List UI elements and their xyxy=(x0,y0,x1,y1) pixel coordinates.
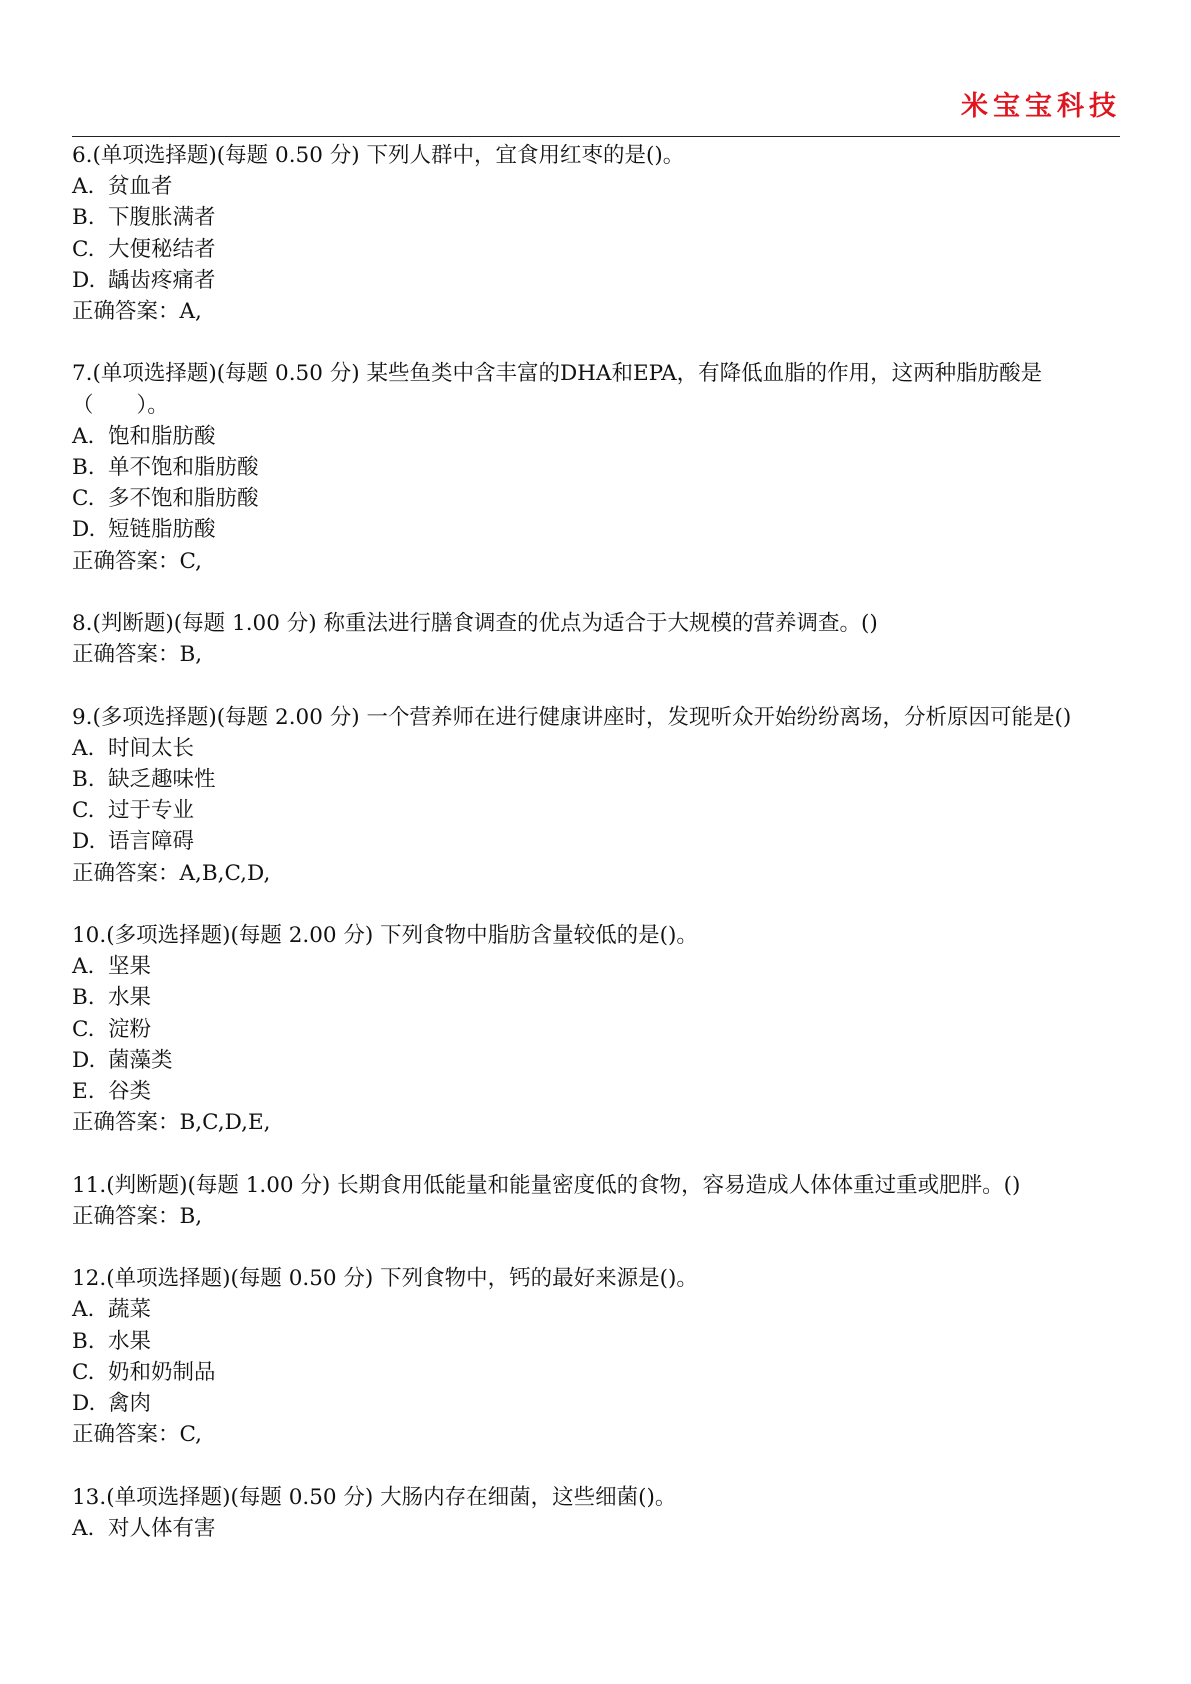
option-label: A. xyxy=(72,1297,95,1323)
option-text: 对人体有害 xyxy=(108,1515,216,1541)
correct-answer: 正确答案：B,C,D,E, xyxy=(72,1110,271,1136)
option-label: C. xyxy=(72,1359,95,1385)
option-text: 缺乏趣味性 xyxy=(108,767,216,793)
option-label: D. xyxy=(72,1391,96,1417)
option-label: B. xyxy=(72,1328,95,1354)
answer-option xyxy=(72,982,1122,1013)
answer-option xyxy=(72,1513,1122,1544)
option-label: D. xyxy=(72,829,96,855)
option-text: 语言障碍 xyxy=(108,829,195,855)
correct-answer: 正确答案：B, xyxy=(72,642,203,668)
question-block xyxy=(72,1482,1122,1544)
answer-option xyxy=(72,764,1122,795)
option-text: 水果 xyxy=(108,1328,152,1354)
option-label: A. xyxy=(72,954,95,980)
option-text: 短链脂肪酸 xyxy=(108,517,216,543)
option-label: D. xyxy=(72,1047,96,1073)
question-list xyxy=(72,140,1122,1575)
question-stem: 12.(单项选择题)(每题 0.50 分) 下列食物中，钙的最好来源是()。 xyxy=(72,1266,698,1292)
answer-option xyxy=(72,1076,1122,1107)
question-stem: 10.(多项选择题)(每题 2.00 分) 下列食物中脂肪含量较低的是()。 xyxy=(72,923,698,949)
question-stem: 9.(多项选择题)(每题 2.00 分) 一个营养师在进行健康讲座时，发现听众开始纷纷离场，分析原因可能是() xyxy=(72,704,1072,730)
answer-option xyxy=(72,421,1122,452)
option-text: 单不饱和脂肪酸 xyxy=(108,455,259,481)
answer-option xyxy=(72,1388,1122,1419)
option-label: A. xyxy=(72,735,95,761)
correct-answer: 正确答案：A,B,C,D, xyxy=(72,860,271,886)
question-block xyxy=(72,608,1122,670)
correct-answer: 正确答案：B, xyxy=(72,1203,203,1229)
answer-option xyxy=(72,1326,1122,1357)
question-block xyxy=(72,140,1122,327)
answer-option xyxy=(72,234,1122,265)
option-text: 下腹胀满者 xyxy=(108,205,216,231)
option-text: 淀粉 xyxy=(108,1016,152,1042)
option-text: 时间太长 xyxy=(108,735,195,761)
answer-option xyxy=(72,483,1122,514)
answer-option xyxy=(72,202,1122,233)
answer-option xyxy=(72,795,1122,826)
question-stem: 7.(单项选择题)(每题 0.50 分) 某些鱼类中含丰富的DHA和EPA，有降低血脂的作用，这两种脂肪酸是（ ）。 xyxy=(72,361,1043,418)
option-label: A. xyxy=(72,174,95,200)
option-text: 多不饱和脂肪酸 xyxy=(108,486,259,512)
option-label: E. xyxy=(72,1079,95,1105)
brand-logo-text: 米宝宝科技 xyxy=(961,91,1121,122)
answer-option xyxy=(72,826,1122,857)
question-block xyxy=(72,358,1122,576)
option-text: 禽肉 xyxy=(108,1391,152,1417)
header-divider xyxy=(72,136,1120,137)
answer-option xyxy=(72,171,1122,202)
option-text: 坚果 xyxy=(108,954,152,980)
option-text: 饱和脂肪酸 xyxy=(108,423,216,449)
answer-option xyxy=(72,265,1122,296)
answer-option xyxy=(72,733,1122,764)
option-label: A. xyxy=(72,1515,95,1541)
question-block xyxy=(72,1170,1122,1232)
option-text: 谷类 xyxy=(108,1079,152,1105)
answer-option xyxy=(72,1045,1122,1076)
option-text: 奶和奶制品 xyxy=(108,1359,216,1385)
correct-answer: 正确答案：C, xyxy=(72,548,203,574)
question-block xyxy=(72,1263,1122,1450)
question-block xyxy=(72,920,1122,1138)
option-text: 贫血者 xyxy=(108,174,173,200)
option-label: C. xyxy=(72,798,95,824)
correct-answer: 正确答案：C, xyxy=(72,1422,203,1448)
option-text: 菌藻类 xyxy=(108,1047,173,1073)
question-stem: 11.(判断题)(每题 1.00 分) 长期食用低能量和能量密度低的食物，容易造成人体体重过重或肥胖。() xyxy=(72,1172,1021,1198)
option-label: B. xyxy=(72,767,95,793)
question-stem: 8.(判断题)(每题 1.00 分) 称重法进行膳食调查的优点为适合于大规模的营养调查。() xyxy=(72,611,878,637)
option-label: B. xyxy=(72,455,95,481)
question-stem: 13.(单项选择题)(每题 0.50 分) 大肠内存在细菌，这些细菌()。 xyxy=(72,1484,677,1510)
option-label: A. xyxy=(72,423,95,449)
option-label: C. xyxy=(72,486,95,512)
answer-option xyxy=(72,1014,1122,1045)
option-label: D. xyxy=(72,267,96,293)
option-text: 蔬菜 xyxy=(108,1297,152,1323)
correct-answer: 正确答案：A, xyxy=(72,299,202,325)
answer-option xyxy=(72,951,1122,982)
option-text: 大便秘结者 xyxy=(108,236,216,262)
option-label: C. xyxy=(72,236,95,262)
option-label: B. xyxy=(72,205,95,231)
answer-option xyxy=(72,514,1122,545)
answer-option xyxy=(72,1357,1122,1388)
question-stem: 6.(单项选择题)(每题 0.50 分) 下列人群中，宜食用红枣的是()。 xyxy=(72,143,685,168)
option-text: 龋齿疼痛者 xyxy=(108,267,216,293)
answer-option xyxy=(72,452,1122,483)
option-label: D. xyxy=(72,517,96,543)
option-label: C. xyxy=(72,1016,95,1042)
option-text: 水果 xyxy=(108,985,152,1011)
question-block xyxy=(72,702,1122,889)
answer-option xyxy=(72,1294,1122,1325)
option-text: 过于专业 xyxy=(108,798,195,824)
option-label: B. xyxy=(72,985,95,1011)
